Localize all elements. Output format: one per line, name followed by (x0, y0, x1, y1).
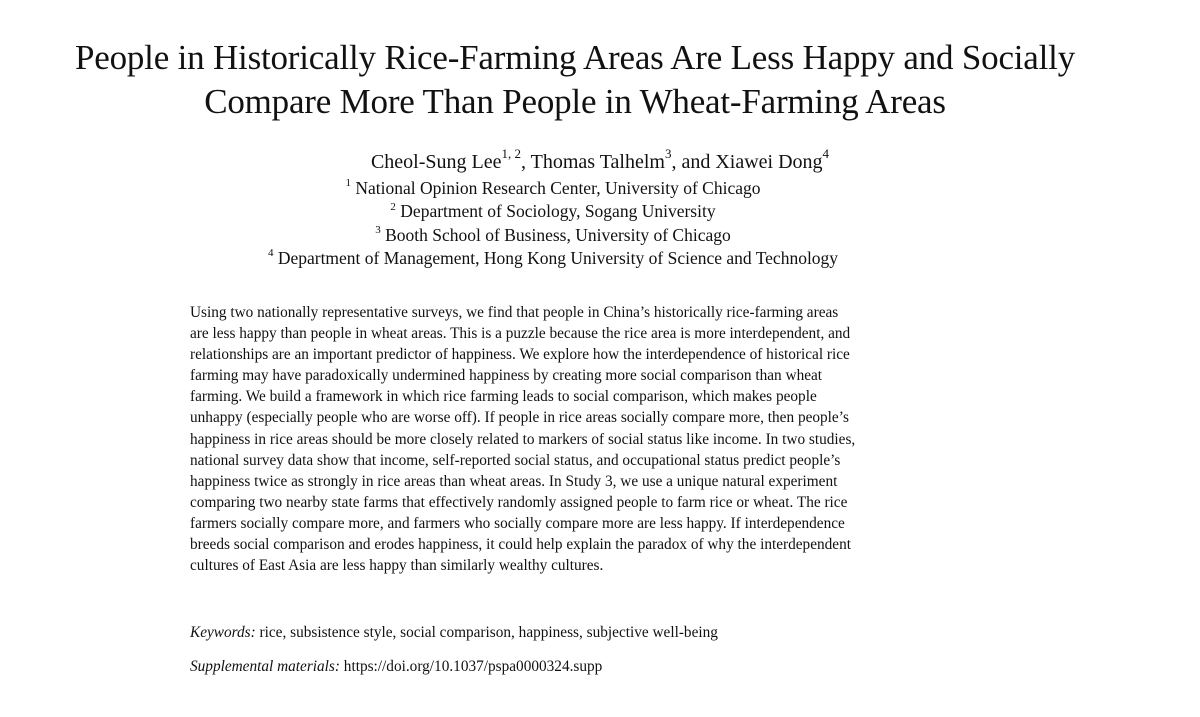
supplemental-materials (190, 656, 602, 677)
abstract-line: relationships are an important predictor of happiness. We explore how the interdependence of historical rice (190, 346, 850, 364)
author-name: Thomas Talhelm (530, 151, 665, 173)
affiliation-text: Booth School of Business, University of Chicago (385, 224, 731, 245)
author-affiliation-marker: 4 (822, 146, 830, 162)
author-separator: , (520, 151, 531, 173)
author-separator: , and (671, 151, 716, 173)
affiliation-text: National Opinion Research Center, University of Chicago (355, 178, 761, 198)
abstract-line: Using two nationally representative surveys, we find that people in China’s historically rice-farming areas (190, 304, 839, 321)
supplemental-label: Supplemental materials: (190, 658, 340, 675)
affiliation-marker: 1 (345, 177, 351, 190)
abstract-line: farmers socially compare more, and farmers who socially compare more are less happy. If interdependence (190, 514, 845, 532)
affiliation-text: Department of Sociology, Sogang University (400, 201, 716, 222)
affiliation-marker: 4 (267, 247, 274, 260)
abstract (190, 302, 980, 576)
affiliation (0, 200, 1106, 223)
affiliation-marker: 3 (375, 223, 381, 236)
affiliation (0, 247, 1106, 270)
title-line-2: Compare More Than People in Wheat-Farming Areas (204, 82, 946, 121)
abstract-line: cultures of East Asia are less happy than similarly wealthy cultures. (190, 557, 604, 575)
author-affiliation-marker: 1, 2 (501, 146, 521, 162)
keywords (190, 622, 718, 643)
abstract-line: farming may have paradoxically undermined happiness by creating more social comparison than wheat (190, 367, 823, 385)
author-affiliation-marker: 3 (664, 146, 672, 162)
abstract-line: comparing two nearby state farms that effectively randomly assigned people to farm rice or wheat. The rice (190, 493, 848, 511)
title-line-1: People in Historically Rice-Farming Areas Are Less Happy and Socially (74, 38, 1075, 77)
affiliation-marker: 2 (390, 200, 396, 213)
abstract-line: national survey data show that income, self-reported social status, and occupational status predict people’s (190, 451, 841, 469)
author-name: Cheol-Sung Lee (370, 151, 502, 173)
abstract-line: happiness in rice areas should be more closely related to markers of social status like income. In two studies, (190, 430, 856, 448)
abstract-line: are less happy than people in wheat areas. This is a puzzle because the rice area is more interdependent, and (190, 325, 851, 343)
abstract-line: happiness twice as strongly in rice areas than wheat areas. In Study 3, we use a unique natural experiment (190, 472, 838, 490)
abstract-line: breeds social comparison and erodes happiness, it could help explain the paradox of why the interdependent (190, 536, 851, 554)
abstract-line: unhappy (especially people who are worse off). If people in rice areas socially compare more, then people’s (190, 409, 849, 427)
affiliation (0, 224, 1106, 247)
keywords-text: rice, subsistence style, social comparison, happiness, subjective well-being (255, 624, 718, 641)
author-list (0, 146, 1200, 174)
abstract-line: farming. We build a framework in which rice farming leads to social comparison, which makes people (190, 388, 817, 406)
paper-title (0, 36, 1150, 124)
keywords-label: Keywords: (190, 624, 256, 641)
affiliation (0, 177, 1106, 200)
affiliation-list (0, 177, 1106, 271)
supplemental-link[interactable]: https://doi.org/10.1037/pspa0000324.supp (339, 658, 603, 675)
author-name: Xiawei Dong (715, 151, 823, 173)
affiliation-text: Department of Management, Hong Kong University of Science and Technology (277, 248, 839, 269)
